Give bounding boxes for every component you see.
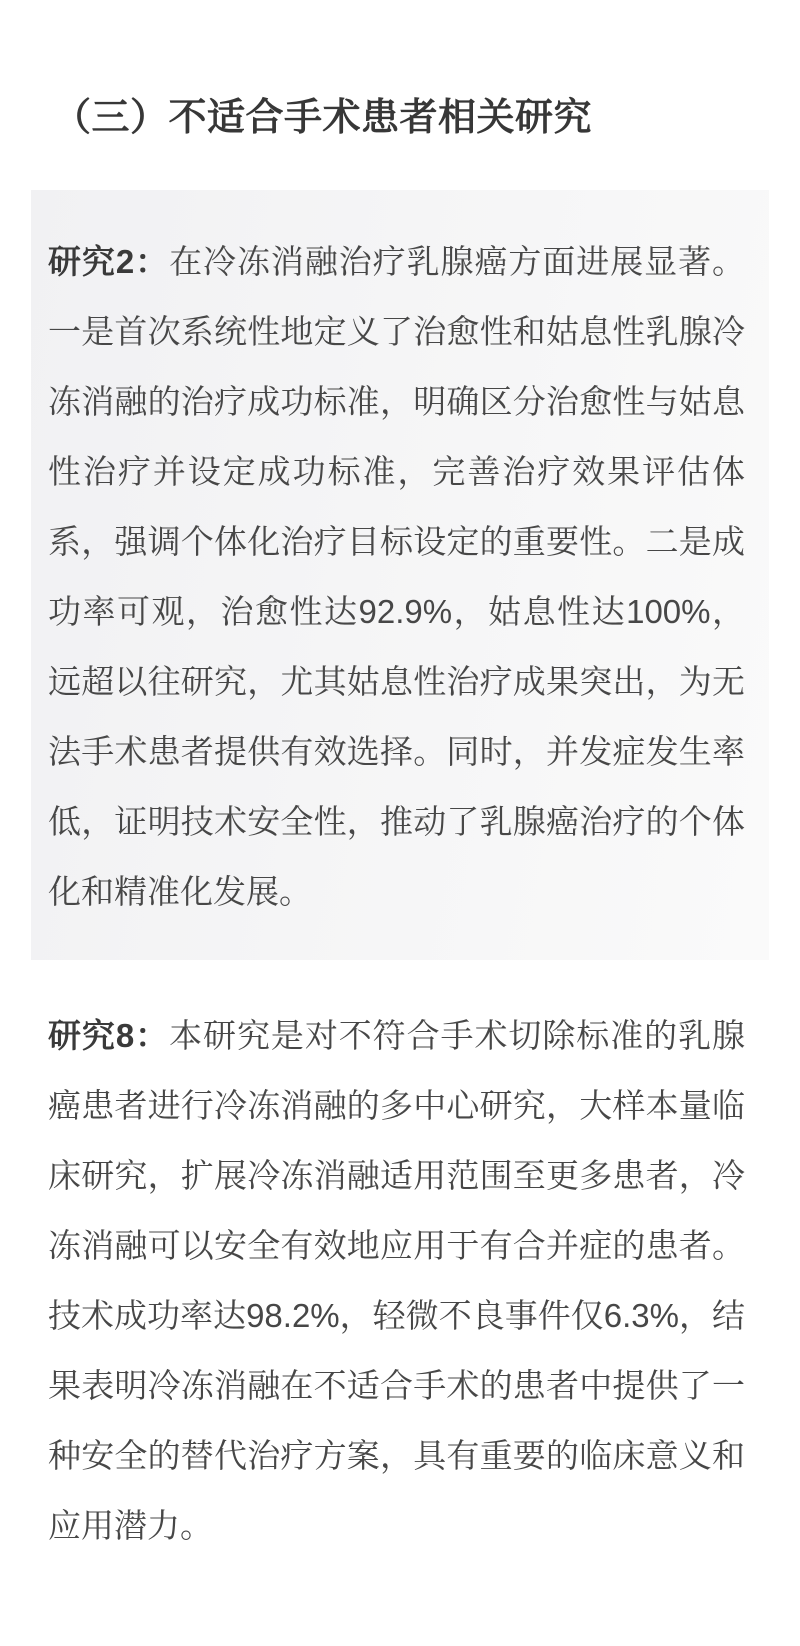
text-line: 研究2：在冷冻消融治疗乳腺癌方面进展显著。 [48,243,746,280]
text-line: 一是首次系统性地定义了治愈性和姑息性乳腺冷 [48,313,745,350]
text-line: 法手术患者提供有效选择。同时，并发症发生率 [48,733,745,770]
text-line: 果表明冷冻消融在不适合手术的患者中提供了一 [48,1367,745,1404]
text-line: 性治疗并设定成功标准，完善治疗效果评估体 [48,453,745,490]
text-line: 应用潜力。 [48,1507,213,1544]
text-line: 癌患者进行冷冻消融的多中心研究，大样本量临 [48,1087,745,1124]
text-line: 化和精准化发展。 [48,873,312,910]
text-line: 低，证明技术安全性，推动了乳腺癌治疗的个体 [48,803,745,840]
study-label: 研究2： [48,243,170,280]
study-label: 研究8： [48,1017,170,1054]
text-line: 冻消融的治疗成功标准，明确区分治愈性与姑息 [48,383,745,420]
study-paragraph [48,1001,745,1561]
text-line: 冻消融可以安全有效地应用于有合并症的患者。 [48,1227,745,1264]
text-line: 种安全的替代治疗方案，具有重要的临床意义和 [48,1437,745,1474]
text-line: 研究8：本研究是对不符合手术切除标准的乳腺 [48,1017,746,1054]
section-heading: （三）不适合手术患者相关研究 [53,97,593,139]
study-card-highlighted [31,190,769,960]
text-line: 远超以往研究，尤其姑息性治疗成果突出，为无 [48,663,745,700]
text-line: 功率可观，治愈性达92.9%，姑息性达100%， [48,593,745,630]
text-line: 床研究，扩展冷冻消融适用范围至更多患者，冷 [48,1157,745,1194]
text-line: 技术成功率达98.2%，轻微不良事件仅6.3%，结 [48,1297,745,1334]
text-line: 系，强调个体化治疗目标设定的重要性。二是成 [48,523,745,560]
